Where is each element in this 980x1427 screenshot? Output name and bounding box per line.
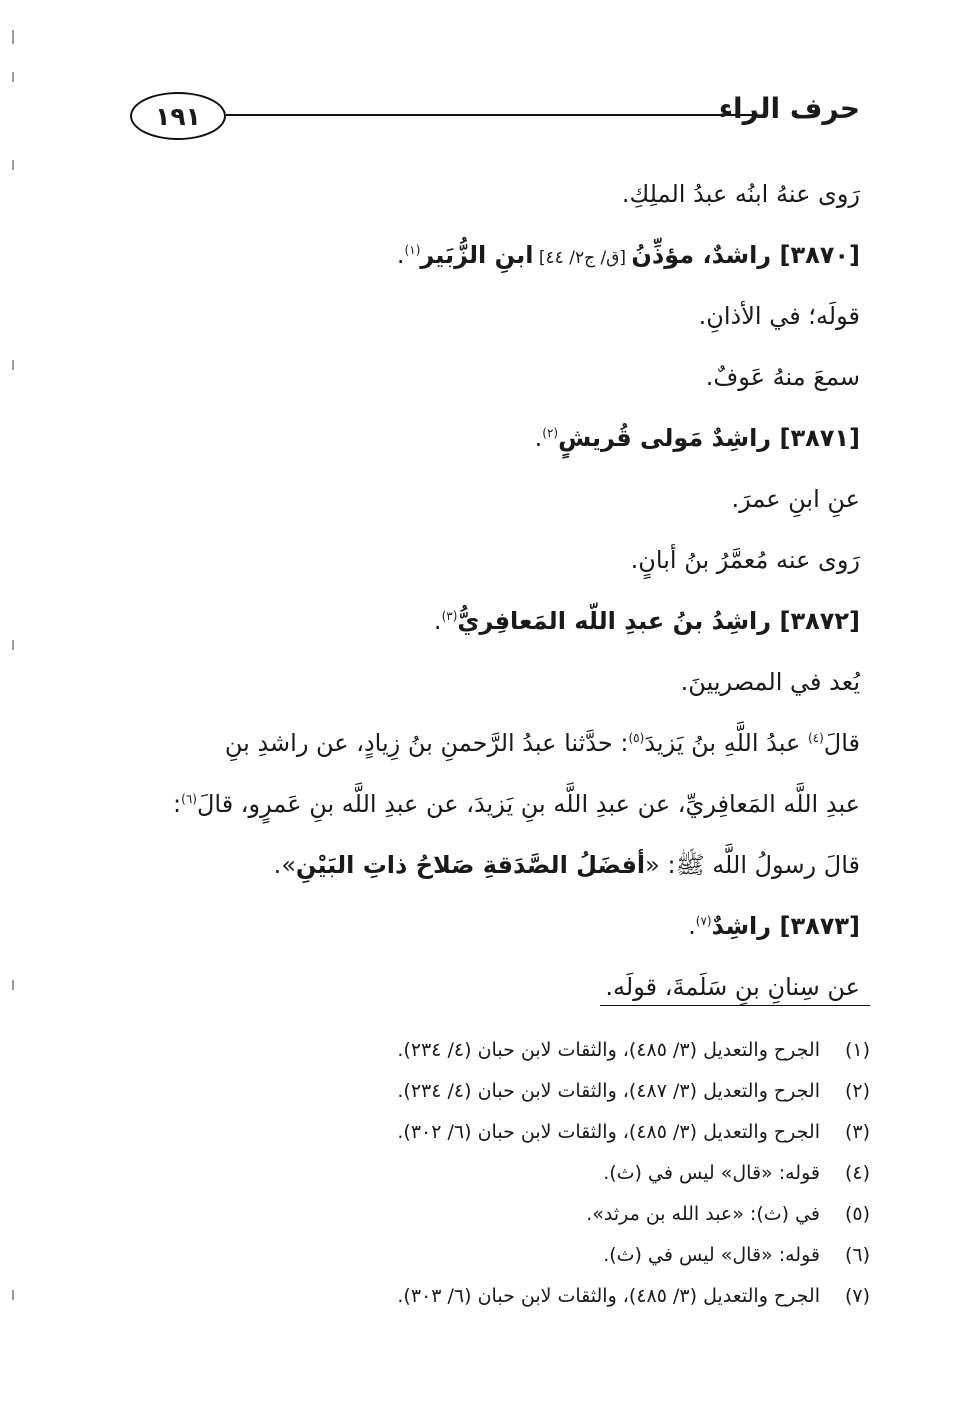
text-line: رَوى عنهُ ابنُه عبدُ الملِكِ. — [621, 180, 860, 208]
footnote — [130, 1276, 870, 1317]
paragraph-line — [130, 713, 860, 774]
text-line: عنِ ابنِ عمرَ. — [731, 485, 860, 513]
entry-heading — [130, 408, 860, 469]
main-text — [130, 164, 860, 1018]
footnote-number: (٥) — [844, 1203, 870, 1225]
text-span: ». — [273, 851, 296, 879]
text-span: : — [173, 790, 182, 818]
footnote-text: الجرح والتعديل (٣/ ٤٨٥)، والثقات لابن حبان (٦/ ٣٠٣). — [397, 1285, 820, 1307]
footnote — [130, 1235, 870, 1276]
footnote — [130, 1194, 870, 1235]
footnote — [130, 1030, 870, 1071]
footnote — [130, 1071, 870, 1112]
entry-heading — [130, 225, 860, 286]
punctuation: . — [396, 241, 405, 269]
footnote-number: (٧) — [844, 1285, 870, 1307]
footnote-ref[interactable]: (٢) — [542, 426, 559, 440]
entry-heading-name: [٣٨٧١] راشِدٌ مَولى قُريشٍ — [558, 424, 860, 452]
hadith-text: أفضَلُ الصَّدَقةِ صَلاحُ ذاتِ البَيْنِ — [295, 851, 646, 879]
text-line: سمعَ منهُ عَوفٌ. — [705, 363, 860, 391]
footnotes — [130, 1030, 870, 1317]
footnote — [130, 1153, 870, 1194]
footnote-text: الجرح والتعديل (٣/ ٤٨٥)، والثقات لابن حبان (٤/ ٢٣٤). — [397, 1039, 820, 1061]
entry-heading-name: [٣٨٧٣] راشِدٌ — [711, 912, 860, 940]
gutter-mark — [12, 640, 14, 650]
entry-heading-name: [٣٨٧٢] راشِدُ بنُ عبدِ اللّه المَعافِريُّ — [457, 607, 860, 635]
entry-heading-name-2: ابنِ الزُّبَير — [420, 241, 534, 269]
entry-heading-name: [٣٨٧٠] راشدٌ، مؤذِّنُ — [631, 241, 860, 269]
chapter-title: حرف الراء — [718, 92, 860, 125]
footnote-number: (٢) — [844, 1080, 870, 1102]
footnote-number: (٦) — [844, 1244, 870, 1266]
footnote-ref[interactable]: (٤) — [807, 731, 824, 745]
footnote-text: الجرح والتعديل (٣/ ٤٨٧)، والثقات لابن حبان (٤/ ٢٣٤). — [397, 1080, 820, 1102]
footnote-ref[interactable]: (٧) — [695, 914, 712, 928]
footnote-ref[interactable]: (٥) — [628, 731, 645, 745]
footnote-separator — [600, 1005, 870, 1006]
paragraph-line — [130, 774, 860, 835]
gutter-mark — [12, 30, 14, 44]
footnote-text: قوله: «قال» ليس في (ث). — [603, 1162, 820, 1184]
footnote-number: (٤) — [844, 1162, 870, 1184]
paragraph-line — [130, 835, 860, 896]
entry-heading — [130, 896, 860, 957]
footnote-ref[interactable]: (٣) — [441, 609, 458, 623]
entry-heading — [130, 591, 860, 652]
footnote-text: في (ث): «عبد الله بن مرثد». — [586, 1203, 820, 1225]
footnote-ref[interactable]: (١) — [404, 243, 421, 257]
text-span: عبدُ اللَّهِ بنُ يَزيدَ — [644, 729, 808, 757]
footnote-text: الجرح والتعديل (٣/ ٤٨٥)، والثقات لابن حبان (٦/ ٣٠٢). — [397, 1121, 820, 1143]
text-span: عبدِ اللَّه المَعافِريِّ، عن عبدِ اللَّه بنِ يَزيدَ، عن عبدِ اللَّه بنِ عَمرٍو، قالَ — [196, 790, 860, 818]
footnote-number: (١) — [844, 1039, 870, 1061]
footnote — [130, 1112, 870, 1153]
text-span: : حدَّثنا عبدُ الرَّحمنِ بنُ زِيادٍ، عن راشدِ بنِ — [224, 729, 629, 757]
text-line: عن سِنانِ بنِ سَلَمةَ، قولَه. — [605, 973, 860, 1001]
punctuation: . — [534, 424, 543, 452]
manuscript-ref: [ق/ ج٢/ ٤٤] — [533, 248, 632, 268]
footnote-text: قوله: «قال» ليس في (ث). — [603, 1244, 820, 1266]
text-span: قالَ رسولُ اللَّه ﷺ: « — [645, 851, 860, 879]
gutter-mark — [12, 360, 14, 370]
gutter-mark — [12, 980, 14, 990]
gutter-mark — [12, 1290, 14, 1300]
page-number: ١٩١ — [130, 92, 226, 140]
page-header — [130, 92, 860, 142]
text-line: يُعد في المصريينَ. — [680, 668, 860, 696]
text-line: قولَه؛ في الأذانِ. — [698, 302, 860, 330]
gutter-mark — [12, 72, 14, 82]
footnote-ref[interactable]: (٦) — [181, 792, 197, 806]
header-rule — [226, 114, 752, 116]
footnote-number: (٣) — [844, 1121, 870, 1143]
punctuation: . — [433, 607, 442, 635]
punctuation: . — [688, 912, 696, 940]
text-line: رَوى عنه مُعمَّرُ بنُ أبانٍ. — [630, 546, 860, 574]
gutter-mark — [12, 160, 14, 170]
text-span: قالَ — [823, 729, 860, 757]
